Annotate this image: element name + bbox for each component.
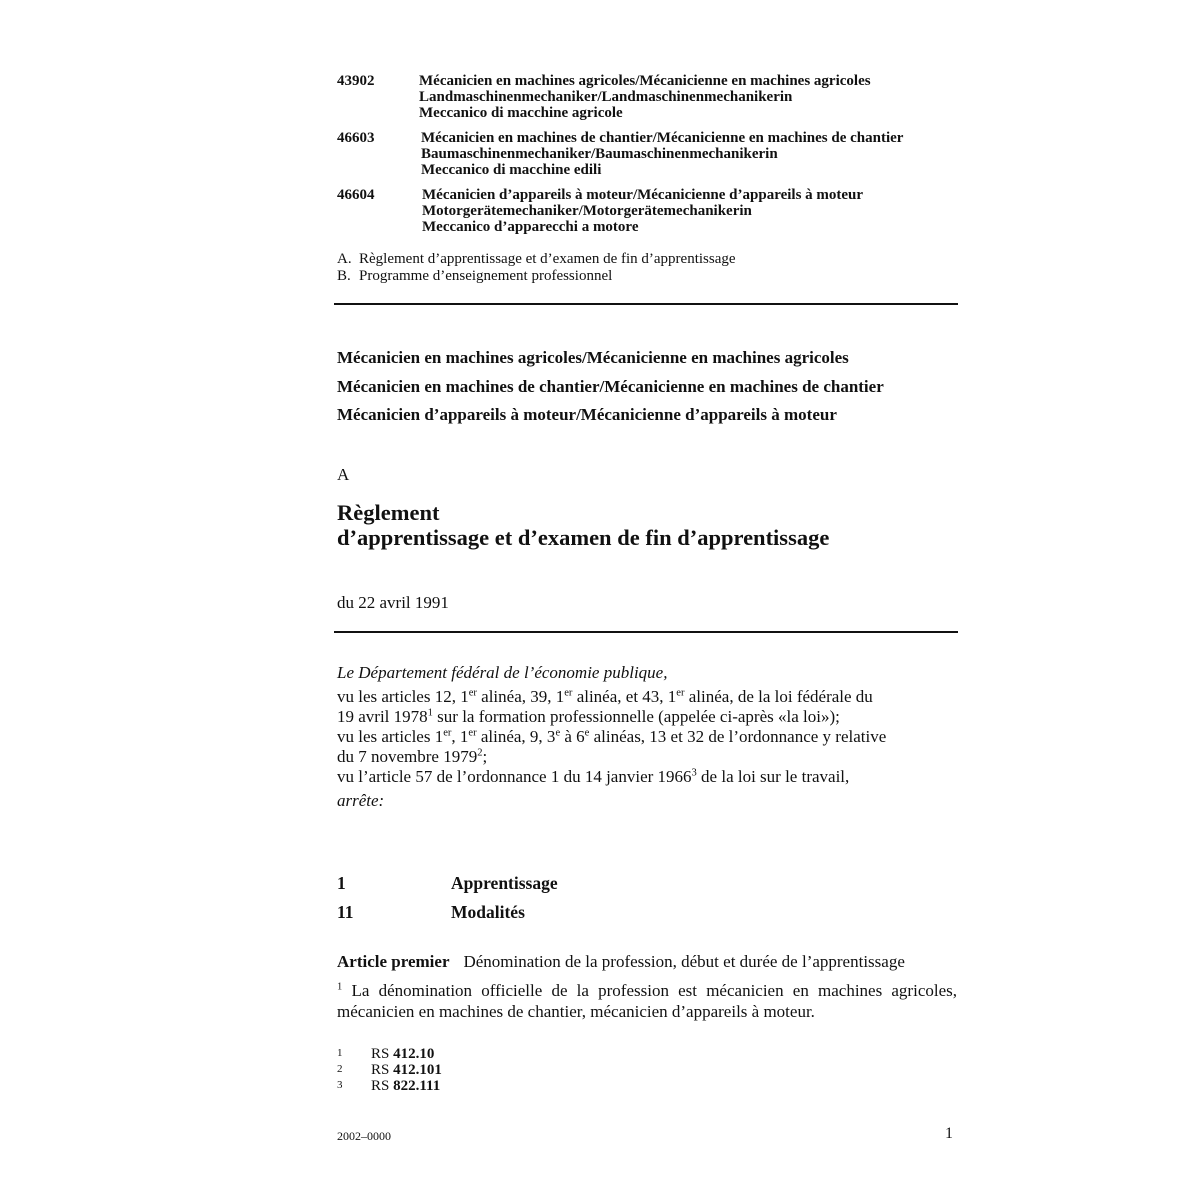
preamble-line: du 7 novembre 1979$^2$; [337, 747, 488, 766]
divider [334, 303, 958, 305]
section-letter: A [337, 465, 350, 484]
section-heading: 1 Apprentissage [337, 873, 558, 893]
preamble-line: vu l’article 57 de l’ordonnance 1 du 14 janvier 1966$^3$ de la loi sur le travail, [337, 767, 850, 786]
department: Le Département fédéral de l’économie publique, [337, 663, 668, 682]
profession-code: 46604 [337, 187, 375, 203]
profession-code: 43902 [337, 73, 375, 89]
profession-name-it: Meccanico di macchine edili [421, 162, 602, 178]
heading-titles [337, 344, 884, 430]
profession-entry-46603 [337, 130, 977, 180]
heading-title: Mécanicien en machines de chantier/Mécanicienne en machines de chantier [337, 376, 884, 396]
profession-name-de: Landmaschinenmechaniker/Landmaschinenmechanikerin [419, 89, 793, 105]
divider [334, 631, 958, 633]
footnote: 1 RS 412.10 [337, 1046, 435, 1062]
profession-name-de: Baumaschinenmechaniker/Baumaschinenmechanikerin [421, 146, 778, 162]
preamble [337, 663, 957, 811]
arrete: arrête: [337, 791, 385, 810]
preamble-line: vu les articles 12, 1er alinéa, 39, 1er alinéa, et 43, 1er alinéa, de la loi fédérale du [337, 687, 873, 706]
article-heading: Article premier Dénomination de la profession, début et durée de l’apprentissage [337, 952, 905, 971]
main-title: Règlement d’apprentissage et d’examen de fin d’apprentissage [337, 500, 830, 550]
heading-title: Mécanicien en machines agricoles/Mécanicienne en machines agricoles [337, 348, 849, 367]
heading-title: Mécanicien d’appareils à moteur/Mécanicienne d’appareils à moteur [337, 405, 837, 424]
parts-list [337, 251, 736, 285]
profession-name-it: Meccanico di macchine agricole [419, 105, 623, 121]
article-paragraph: $^1$ La dénomination officielle de la profession est mécanicien en machines agricoles, mécanicien en machines de chantier, mécanicien d’appareils à moteur. [337, 981, 957, 1021]
part-item: B. Programme d’enseignement professionnel [337, 268, 613, 284]
section-heading: 11 Modalités [337, 902, 525, 922]
document-id: 2002–0000 [337, 1129, 391, 1143]
profession-name-it: Meccanico d’apparecchi a motore [422, 219, 639, 235]
profession-entry-46604 [337, 187, 977, 237]
part-item: A. Règlement d’apprentissage et d’examen de fin d’apprentissage [337, 251, 736, 267]
footnotes [337, 1046, 442, 1094]
profession-entry-43902 [337, 73, 977, 123]
profession-name-fr: Mécanicien d’appareils à moteur/Mécanicienne d’appareils à moteur [422, 187, 864, 203]
footnote: 3 RS 822.111 [337, 1078, 441, 1094]
preamble-line: 19 avril 1978$^1$ sur la formation professionnelle (appelée ci-après «la loi»); [337, 707, 840, 726]
profession-name-fr: Mécanicien en machines agricoles/Mécanicienne en machines agricoles [419, 73, 871, 89]
profession-name-de: Motorgerätemechaniker/Motorgerätemechanikerin [422, 203, 752, 219]
page-number: 1 [945, 1125, 953, 1142]
footnote: 2 RS 412.101 [337, 1062, 442, 1078]
preamble-line: vu les articles 1er, 1er alinéa, 9, 3e à 6e alinéas, 13 et 32 de l’ordonnance y relative [337, 727, 887, 746]
profession-name-fr: Mécanicien en machines de chantier/Mécanicienne en machines de chantier [421, 130, 904, 146]
document-date: du 22 avril 1991 [337, 593, 449, 612]
profession-code: 46603 [337, 130, 375, 146]
